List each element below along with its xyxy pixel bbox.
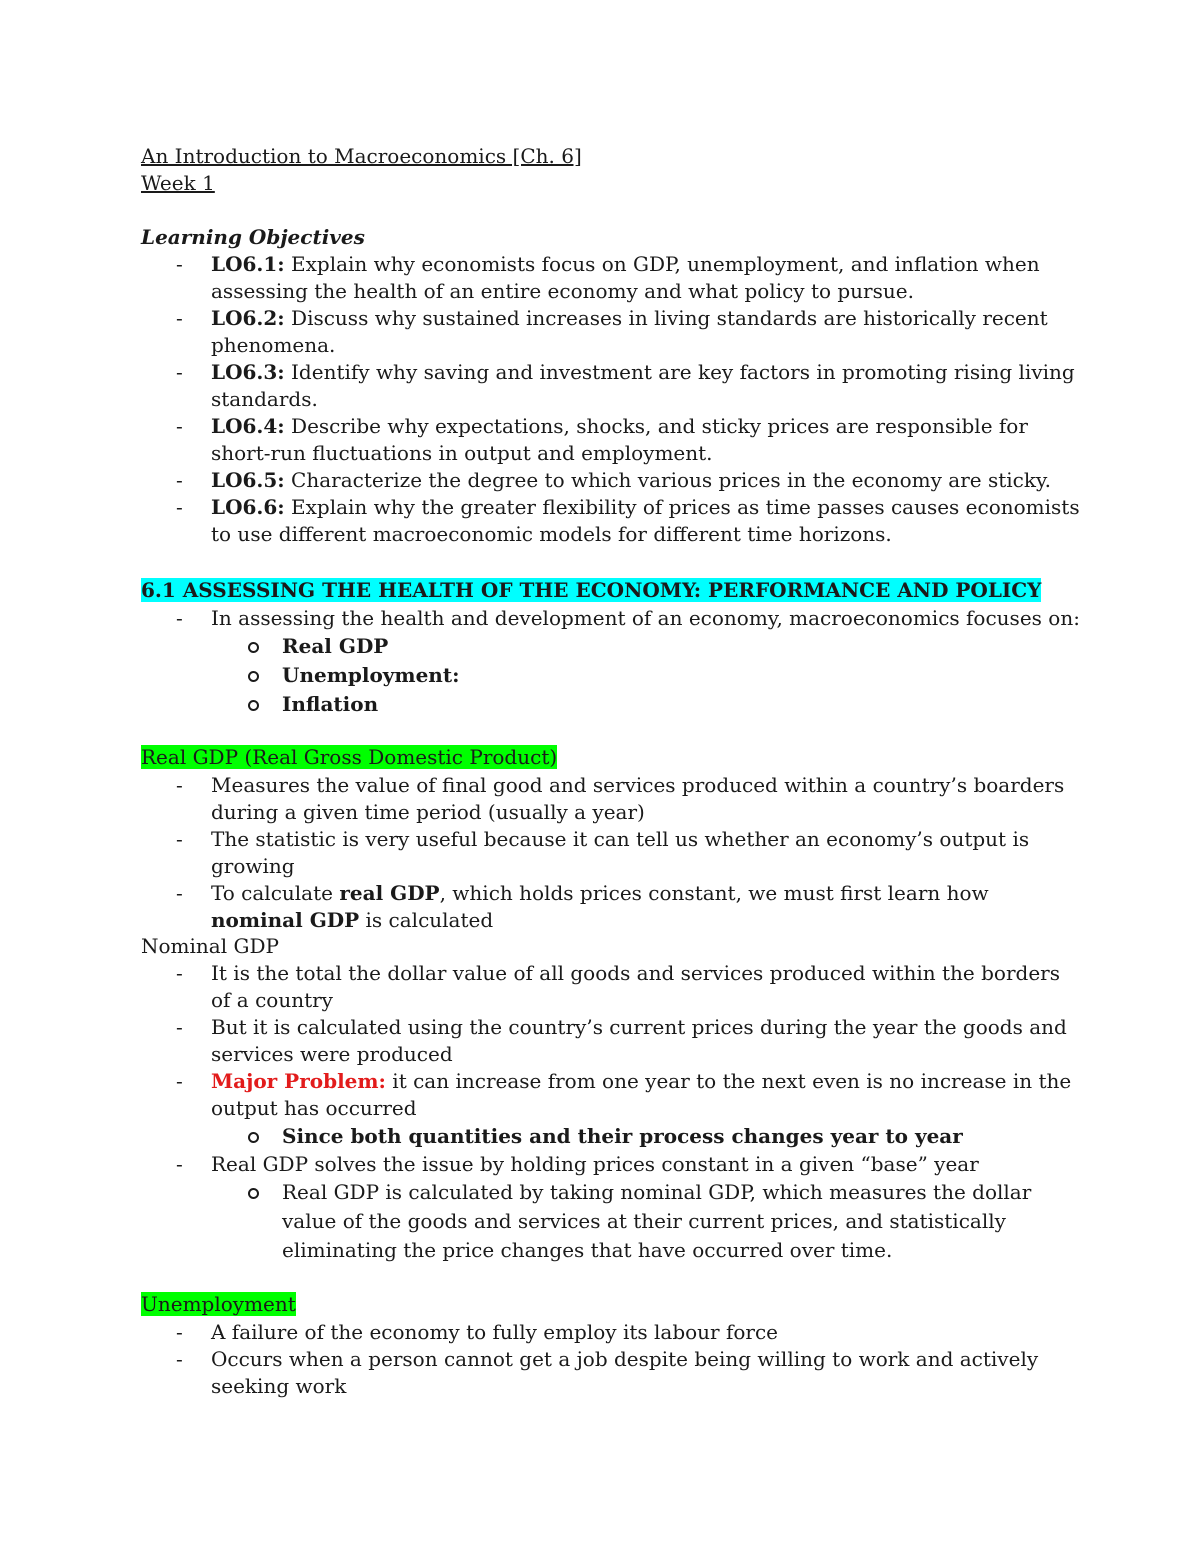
list-item <box>141 880 1081 934</box>
list-item: - The statistic is very useful because it can tell us whether an economy’s output is growing <box>141 826 1081 880</box>
list-item: - Occurs when a person cannot get a job despite being willing to work and actively seeking work <box>141 1346 1081 1400</box>
section-6-1 <box>141 576 1081 719</box>
section-heading: Nominal GDP <box>141 934 279 958</box>
lo-heading: Learning Objectives <box>141 225 365 249</box>
lo-text: Identify why saving and investment are key factors in promoting rising living standards. <box>211 360 1075 411</box>
lo-code: LO6.5: <box>211 468 285 492</box>
section-heading: 6.1 ASSESSING THE HEALTH OF THE ECONOMY: PERFORMANCE AND POLICY <box>141 578 1042 602</box>
list-item: - Measures the value of final good and services produced within a country’s boarders during a given time period (usually a year) <box>141 772 1081 826</box>
real-gdp-list <box>141 772 1081 934</box>
section-heading: Real GDP (Real Gross Domestic Product) <box>141 745 558 769</box>
list-item <box>141 305 1081 359</box>
text-run: , which holds prices constant, we must first learn how <box>439 881 989 905</box>
list-item <box>141 359 1081 413</box>
list-item <box>141 251 1081 305</box>
lo-text: Explain why economists focus on GDP, unemployment, and inflation when assessing the health of an entire economy and what policy to pursue. <box>211 252 1040 303</box>
lo-code: LO6.4: <box>211 414 285 438</box>
term-nominal-gdp: nominal GDP <box>211 908 360 932</box>
doc-title: An Introduction to Macroeconomics [Ch. 6] <box>141 144 582 168</box>
title-block <box>141 143 1081 548</box>
unemployment-list <box>141 1319 1081 1400</box>
sub-item: Since both quantities and their process changes year to year <box>141 1122 1081 1151</box>
doc-week: Week 1 <box>141 171 215 195</box>
lo-text: Describe why expectations, shocks, and sticky prices are responsible for short-run fluctuations in output and employment. <box>211 414 1028 465</box>
lo-code: LO6.1: <box>211 252 285 276</box>
list-item <box>141 467 1081 494</box>
lo-code: LO6.2: <box>211 306 285 330</box>
lo-text: Characterize the degree to which various prices in the economy are sticky. <box>284 468 1051 492</box>
list-item: - Real GDP solves the issue by holding prices constant in a given “base” year <box>141 1151 1081 1178</box>
list-item <box>141 1068 1081 1122</box>
major-problem-label: Major Problem: <box>211 1069 386 1093</box>
text-run: To calculate <box>211 881 340 905</box>
sub-item: Real GDP is calculated by taking nominal GDP, which measures the dollar value of the goods and services at their current prices, and statistically eliminating the price changes that have occurred over time. <box>141 1178 1081 1265</box>
text-run: it can increase from one year to the next even is no increase in the output has occurred <box>211 1069 1072 1120</box>
lo-code: LO6.3: <box>211 360 285 384</box>
list-item: - A failure of the economy to fully employ its labour force <box>141 1319 1081 1346</box>
term-real-gdp: real GDP <box>339 881 440 905</box>
lo-text: Explain why the greater flexibility of prices as time passes causes economists to use different macroeconomic models for different time horizons. <box>211 495 1080 546</box>
section-real-gdp <box>141 743 1081 934</box>
list-item: - It is the total the dollar value of all goods and services produced within the borders of a country <box>141 960 1081 1014</box>
lo-text: Discuss why sustained increases in living standards are historically recent phenomena. <box>211 306 1048 357</box>
focus-item: Real GDP <box>141 632 1081 661</box>
section-unemployment <box>141 1290 1081 1400</box>
list-item: - In assessing the health and development of an economy, macroeconomics focuses on: <box>141 605 1081 632</box>
section-heading: Unemployment <box>141 1292 296 1316</box>
lo-code: LO6.6: <box>211 495 285 519</box>
text-run: is calculated <box>359 908 494 932</box>
section-nominal-gdp <box>141 933 1081 1265</box>
nominal-gdp-list <box>141 960 1081 1265</box>
list-item <box>141 413 1081 467</box>
list-item: - But it is calculated using the country’s current prices during the year the goods and services were produced <box>141 1014 1081 1068</box>
section-6-1-list <box>141 605 1081 719</box>
objectives-list <box>141 251 1081 548</box>
list-item <box>141 494 1081 548</box>
focus-item: Inflation <box>141 690 1081 719</box>
focus-item: Unemployment: <box>141 661 1081 690</box>
